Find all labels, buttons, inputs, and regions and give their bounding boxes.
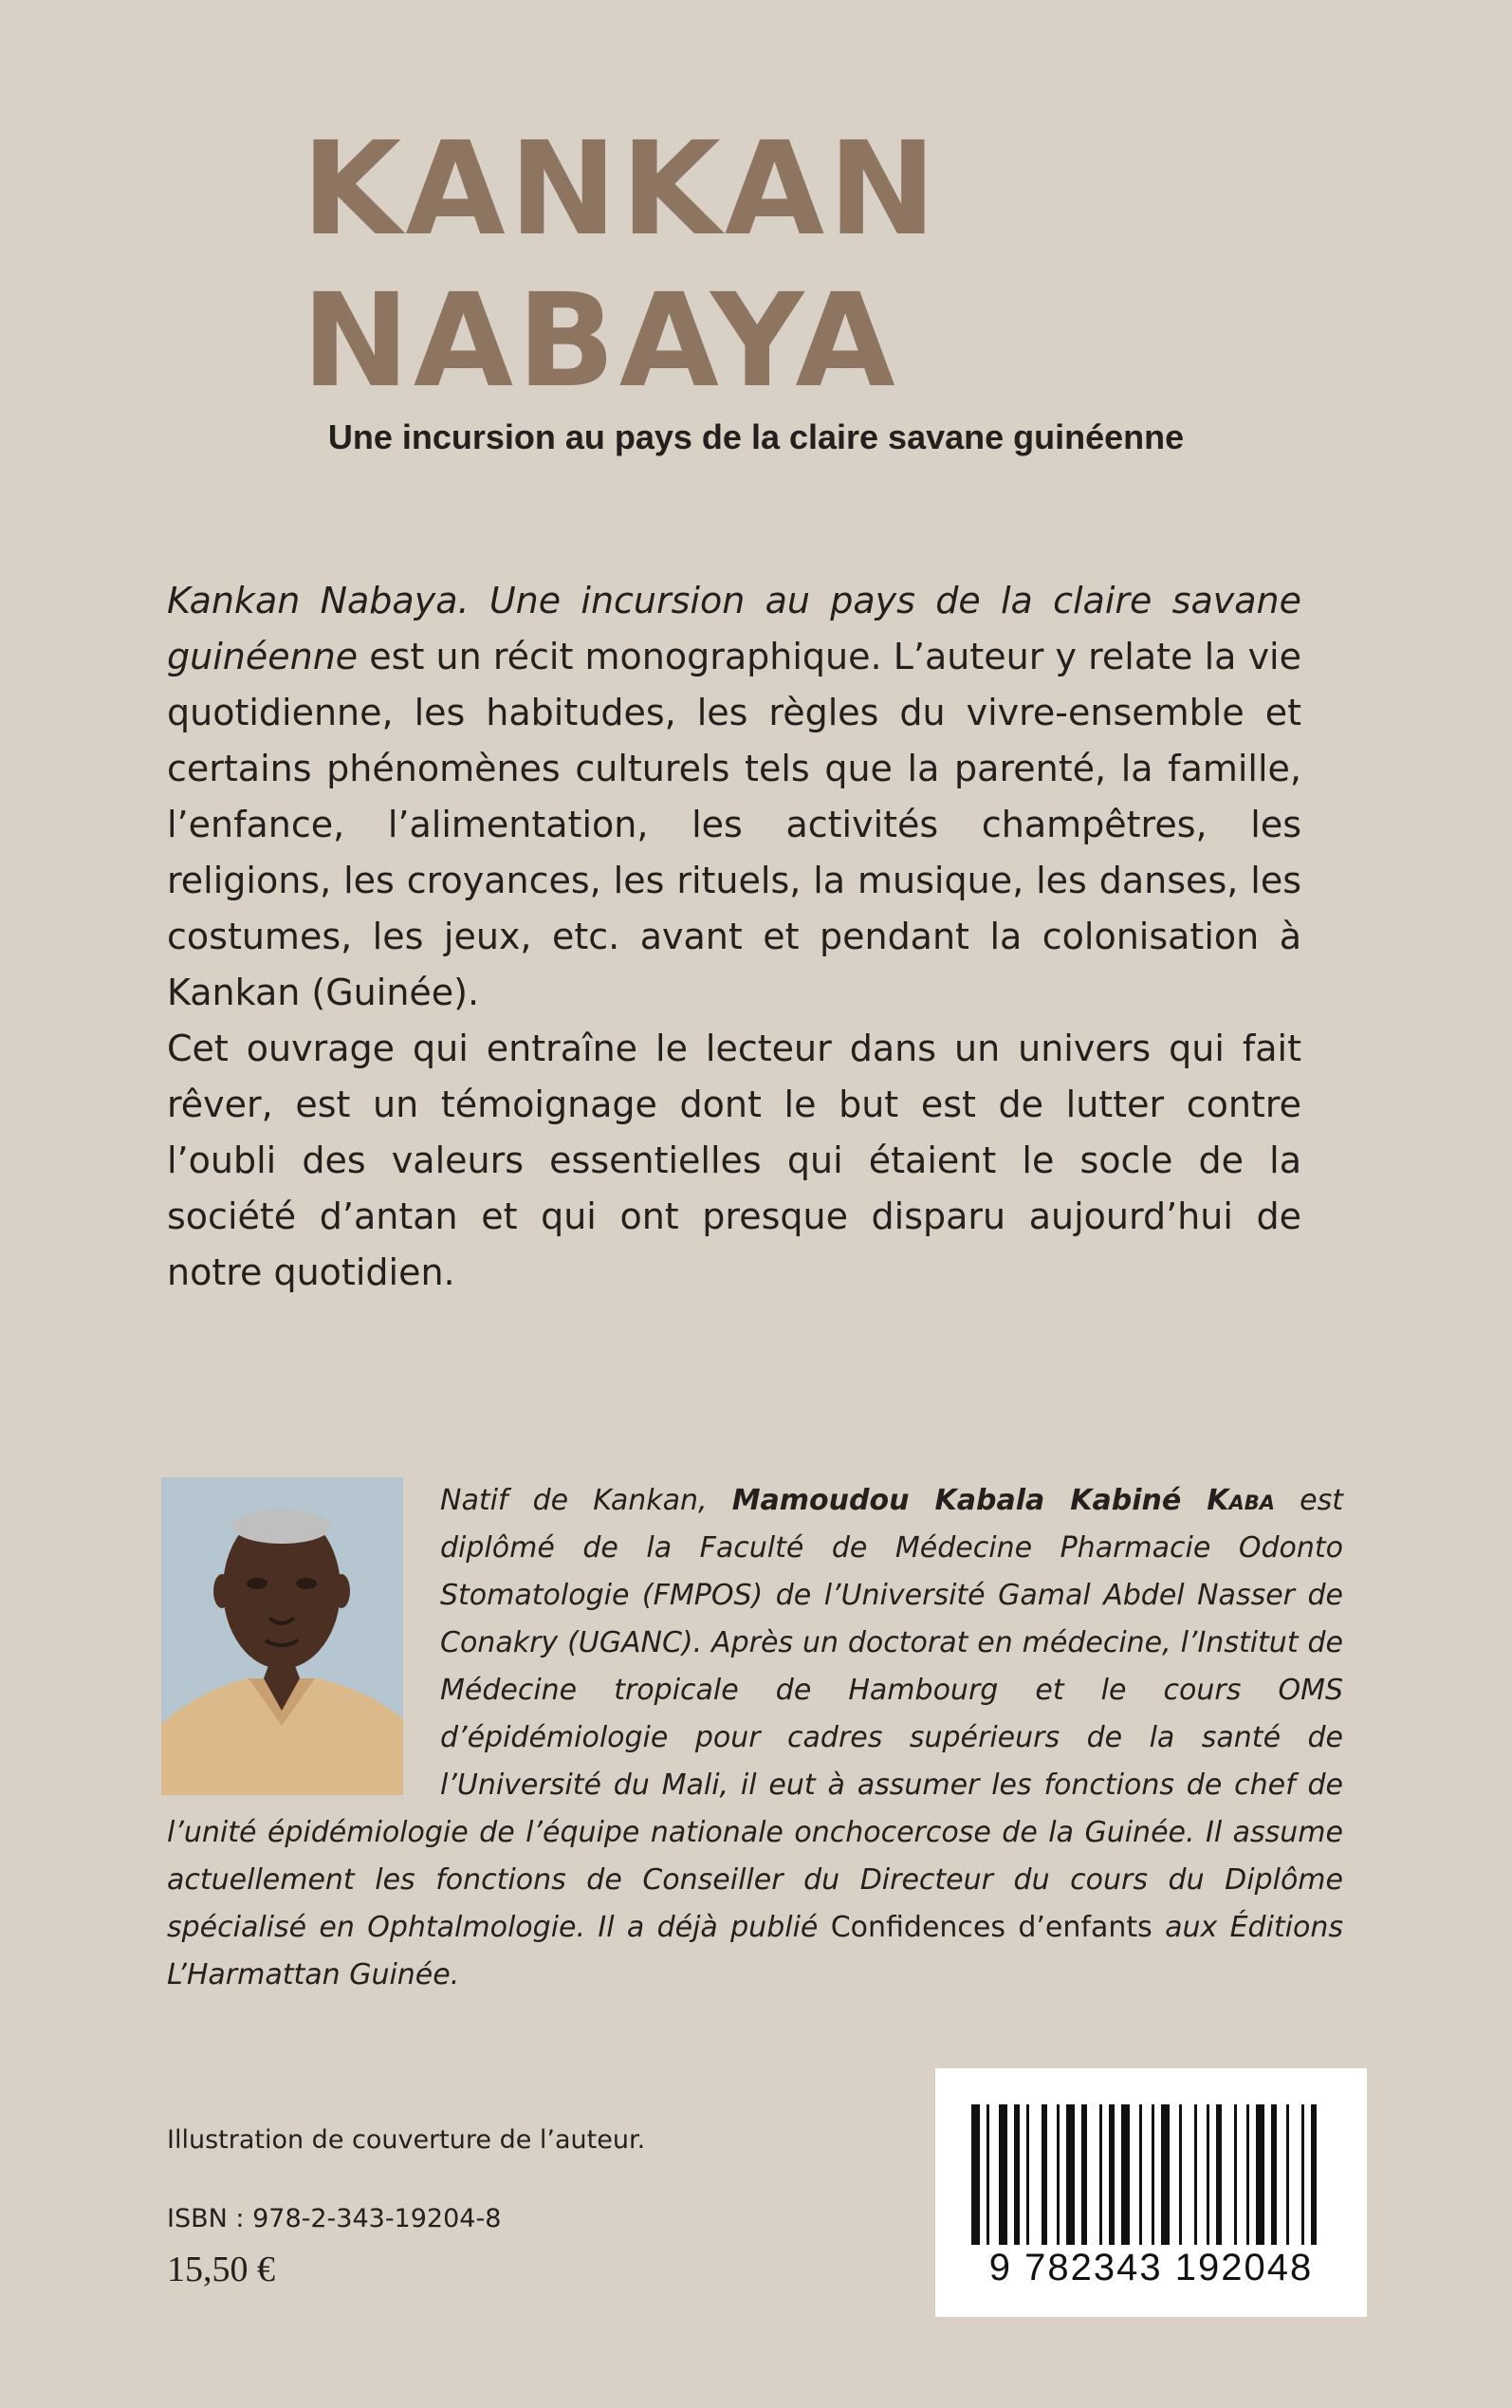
barcode-bar (1152, 2104, 1154, 2245)
bio-end: aux Éditions L’Harmattan Guinée. (167, 1911, 1343, 1991)
barcode-bar (1311, 2104, 1317, 2245)
barcode-bar (1042, 2104, 1047, 2245)
barcode-bar (1121, 2104, 1130, 2245)
barcode-bar (999, 2104, 1007, 2245)
barcode-bar (1026, 2104, 1029, 2245)
barcode-bar (1099, 2104, 1102, 2245)
author-surname: Kaba (1207, 1484, 1276, 1517)
barcode-bar (1246, 2104, 1249, 2245)
barcode-bar (1139, 2104, 1142, 2245)
author-name (732, 1484, 1275, 1517)
blurb-paragraph-2: Cet ouvrage qui entraîne le lecteur dans un univers qui fait rêver, est un témoignage dont le but est de lutter contre l’oubli des valeurs essentielles qui étaient le socle de la société d’antan et qui ont presque disparu aujourd’hui de notre quotidien. (167, 1028, 1301, 1293)
barcode-bar (1271, 2104, 1277, 2245)
barcode-bar (971, 2104, 980, 2245)
barcode-bar (1256, 2104, 1264, 2245)
barcode-bar (986, 2104, 989, 2245)
barcode-bar (1216, 2104, 1222, 2245)
barcode-bar (1234, 2104, 1237, 2245)
barcode-bar (1057, 2104, 1060, 2245)
price: 15,50 € (167, 2250, 275, 2289)
barcode-bar (1161, 2104, 1170, 2245)
back-cover-blurb (167, 573, 1301, 1301)
barcode-bar (1081, 2104, 1087, 2245)
barcode-bar (1179, 2104, 1182, 2245)
illustration-credit: Illustration de couverture de l’auteur. (167, 2125, 646, 2155)
barcode-bar (1207, 2104, 1209, 2245)
bio-main: est diplômé de la Faculté de Médecine Pharmacie Odonto Stomatologie (FMPOS) de l’Université Gamal Abdel Nasser de Conakry (UGANC). Après un doctorat en médecine, l’Institut de Médecine tropicale de Hambourg et le cours OMS d’épidémiologie pour cadres supérieurs de la santé de l’Université du Mali, il eut à assumer les fonctions de chef de l’unité épidémiologie de l’équipe nationale onchocercose de la Guinée. Il assume actuellement les fonctions de Conseiller du Directeur du cours du Diplôme spécialisé en Ophtalmologie. Il a déjà publié (167, 1484, 1344, 1944)
barcode-bar (1286, 2104, 1289, 2245)
barcode-bar (1301, 2104, 1304, 2245)
book-subtitle: Une incursion au pays de la claire savane guinéenne (327, 417, 1185, 456)
barcode (935, 2068, 1367, 2317)
barcode-bar (1066, 2104, 1075, 2245)
bio-intro: Natif de Kankan, (440, 1484, 732, 1517)
barcode-bar (1109, 2104, 1115, 2245)
previous-book-title: Confidences d’enfants (830, 1911, 1152, 1944)
barcode-bar (1014, 2104, 1020, 2245)
author-biography (167, 1477, 1343, 1999)
blurb-paragraph-1 (167, 573, 1301, 1021)
book-title-line-2: NABAYA (302, 267, 899, 417)
blurb-title-italic: Kankan Nabaya. Une incursion au pays de la claire savane guinéenne (167, 580, 1301, 677)
barcode-bar (1194, 2104, 1197, 2245)
author-given-names: Mamoudou Kabala Kabiné (731, 1484, 1208, 1517)
book-title-line-1: KANKAN (302, 115, 940, 265)
isbn: ISBN : 978-2-343-19204-8 (167, 2204, 502, 2233)
barcode-digits: 9 782343 192048 (988, 2247, 1314, 2288)
blurb-p1-text: est un récit monographique. L’auteur y relate la vie quotidienne, les habitudes, les règles du vivre-ensemble et certains phénomènes culturels tels que la parenté, la famille, l’enfance, l’alimentation, les activités champêtres, les religions, les croyances, les rituels, la musique, les danses, les costumes, les jeux, etc. avant et pendant la colonisation à Kankan (Guinée). (167, 636, 1301, 1013)
